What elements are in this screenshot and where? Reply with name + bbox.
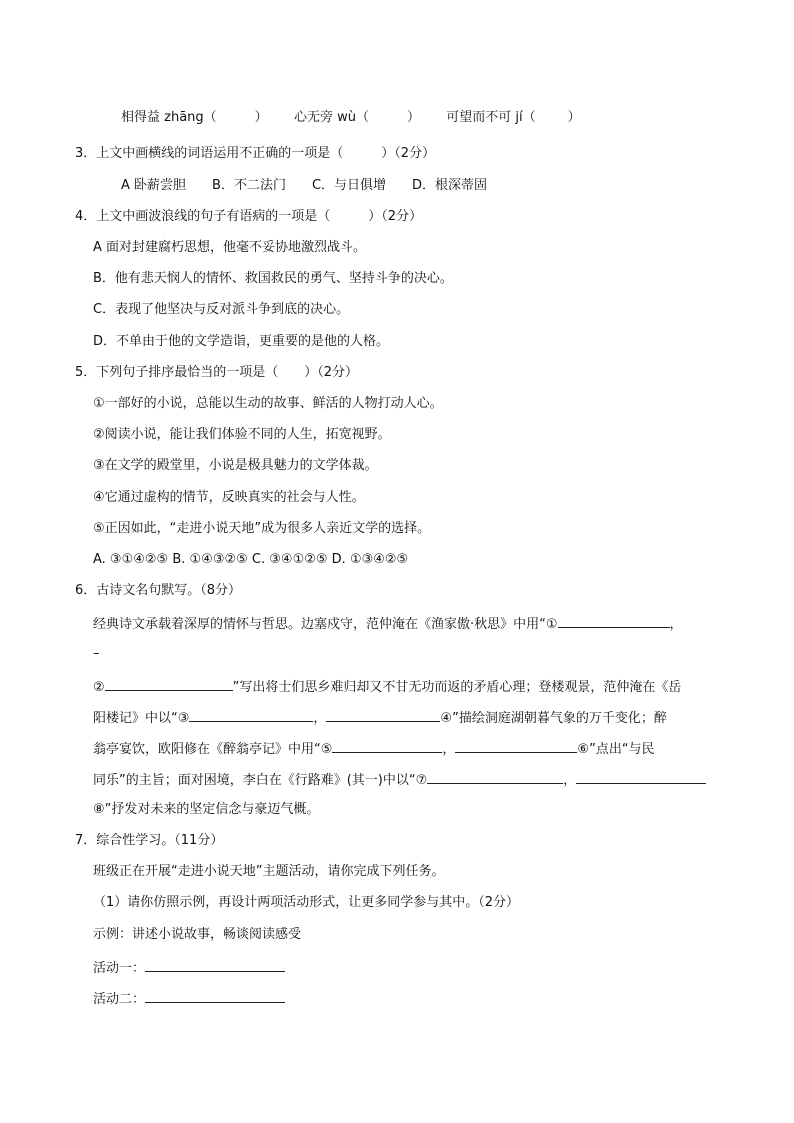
blank-8[interactable] — [576, 769, 706, 784]
question-7-intro: 班级正在开展“走进小说天地”主题活动，请你完成下列任务。 — [93, 864, 445, 879]
question-text: 上文中画横线的词语运用不正确的一项是（ — [96, 146, 344, 161]
dictation-line-2 — [93, 676, 681, 697]
question-score: ）（2分） — [368, 209, 423, 224]
question-4-option-d: D．不单由于他的文学造诣，更重要的是他的人格。 — [93, 334, 390, 349]
sentence-4: ④它通过虚构的情节，反映真实的社会与人性。 — [93, 490, 365, 505]
blank-6[interactable] — [455, 738, 577, 753]
dictation-dash: – — [93, 646, 100, 661]
question-4-option-a: A 面对封建腐朽思想，他毫不妥协地激烈战斗。 — [93, 240, 367, 255]
dictation-line-3 — [93, 707, 667, 728]
blank-2[interactable] — [105, 676, 233, 691]
dictation-line-6 — [93, 801, 319, 819]
sentence-1: ①一部好的小说，总能以生动的故事、鲜活的人物打动人心。 — [93, 396, 443, 411]
question-number: 5． — [75, 365, 97, 380]
blank-marker-3: ③ — [177, 711, 190, 726]
question-text: 上文中画波浪线的句子有语病的一项是（ — [96, 209, 331, 224]
comma: ， — [442, 742, 456, 757]
blank-3[interactable] — [189, 707, 313, 722]
activity-2 — [93, 988, 285, 1009]
blank-marker-5: ⑤ — [320, 742, 333, 757]
question-number: 6． — [75, 583, 97, 598]
pinyin-item-3: 可望而不可 jí（ — [446, 110, 536, 125]
question-5-stem — [75, 364, 358, 382]
paren-close: ） — [254, 110, 268, 125]
question-score: ）（2分） — [381, 146, 436, 161]
dictation-line-4 — [93, 738, 655, 759]
blank-marker-6: ⑥ — [577, 742, 590, 757]
blank-marker-8: ⑧ — [93, 802, 105, 817]
question-text: 综合性学习。（11分） — [96, 833, 224, 848]
question-number: 3． — [75, 146, 97, 161]
comma: ， — [313, 711, 327, 726]
dictation-text: 阳楼记》中以“ — [93, 711, 178, 726]
sentence-2: ②阅读小说，能让我们体验不同的人生，拓宽视野。 — [93, 427, 391, 442]
dictation-text: ”抒发对未来的坚定信念与豪迈气概。 — [104, 802, 320, 817]
example-text: 示例：讲述小说故事，畅谈阅读感受 — [93, 927, 302, 942]
dictation-line-5 — [93, 769, 706, 790]
sentence-5: ⑤正因如此，“走进小说天地”成为很多人亲近文学的选择。 — [93, 521, 431, 536]
question-6-stem — [75, 582, 241, 600]
question-3-options: A 卧薪尝胆 B．不二法门 C．与日俱增 D．根深蒂固 — [121, 178, 488, 193]
question-5-options: A. ③①④②⑤ B. ①④③②⑤ C. ③④①②⑤ D. ①③④②⑤ — [93, 552, 409, 567]
dictation-text: ”描绘洞庭湖朝暮气象的万千变化；醉 — [452, 711, 667, 726]
comma: ， — [669, 617, 683, 632]
question-text: 古诗文名句默写。（8分） — [96, 583, 242, 598]
question-4-stem — [75, 208, 422, 226]
question-4-option-c: C．表现了他坚决与反对派斗争到底的决心。 — [93, 302, 350, 317]
dictation-text: ”点出“与民 — [589, 742, 655, 757]
dictation-text: 翁亭宴饮，欧阳修在《醉翁亭记》中用“ — [93, 742, 321, 757]
activity-2-blank[interactable] — [145, 988, 285, 1003]
blank-marker-7: ⑦ — [415, 773, 428, 788]
activity-label: 活动一： — [93, 961, 146, 976]
blank-7[interactable] — [427, 769, 563, 784]
blank-1[interactable] — [558, 613, 670, 628]
activity-1 — [93, 957, 285, 978]
comma: ， — [563, 773, 577, 788]
pinyin-item-1: 相得益 zhāng（ — [121, 110, 217, 125]
blank-4[interactable] — [326, 707, 440, 722]
paren-close: ） — [567, 110, 581, 125]
question-number: 4． — [75, 209, 97, 224]
dictation-text: ”写出将士们思乡难归却又不甘无功而返的矛盾心理；登楼观景，范仲淹在《岳 — [232, 680, 682, 695]
blank-5[interactable] — [332, 738, 442, 753]
question-number: 7． — [75, 833, 97, 848]
question-text: 下列句子排序最恰当的一项是（ ）（2分） — [96, 365, 359, 380]
paren-close: ） — [406, 110, 420, 125]
pinyin-row — [121, 109, 581, 127]
question-3-stem — [75, 145, 435, 163]
pinyin-item-2: 心无旁 wù（ — [293, 110, 369, 125]
question-7-stem — [75, 832, 223, 850]
blank-marker-2: ② — [93, 680, 105, 695]
question-7-sub-1: （1）请你仿照示例，再设计两项活动形式，让更多同学参与其中。（2分） — [93, 895, 520, 910]
blank-marker-4: ④ — [440, 711, 453, 726]
question-4-option-b: B．他有悲天悯人的情怀、救国救民的勇气、坚持斗争的决心。 — [93, 271, 453, 286]
activity-label: 活动二： — [93, 992, 146, 1007]
dictation-text: 同乐”的主旨；面对困境，李白在《行路难》(其一)中以“ — [93, 773, 416, 788]
activity-1-blank[interactable] — [145, 957, 285, 972]
dictation-line-1 — [93, 613, 683, 634]
dictation-text: 经典诗文承载着深厚的情怀与哲思。边塞戍守，范仲淹在《渔家傲·秋思》中用“ — [93, 617, 546, 632]
blank-marker-1: ① — [545, 617, 558, 632]
sentence-3: ③在文学的殿堂里，小说是极具魅力的文学体裁。 — [93, 458, 378, 473]
